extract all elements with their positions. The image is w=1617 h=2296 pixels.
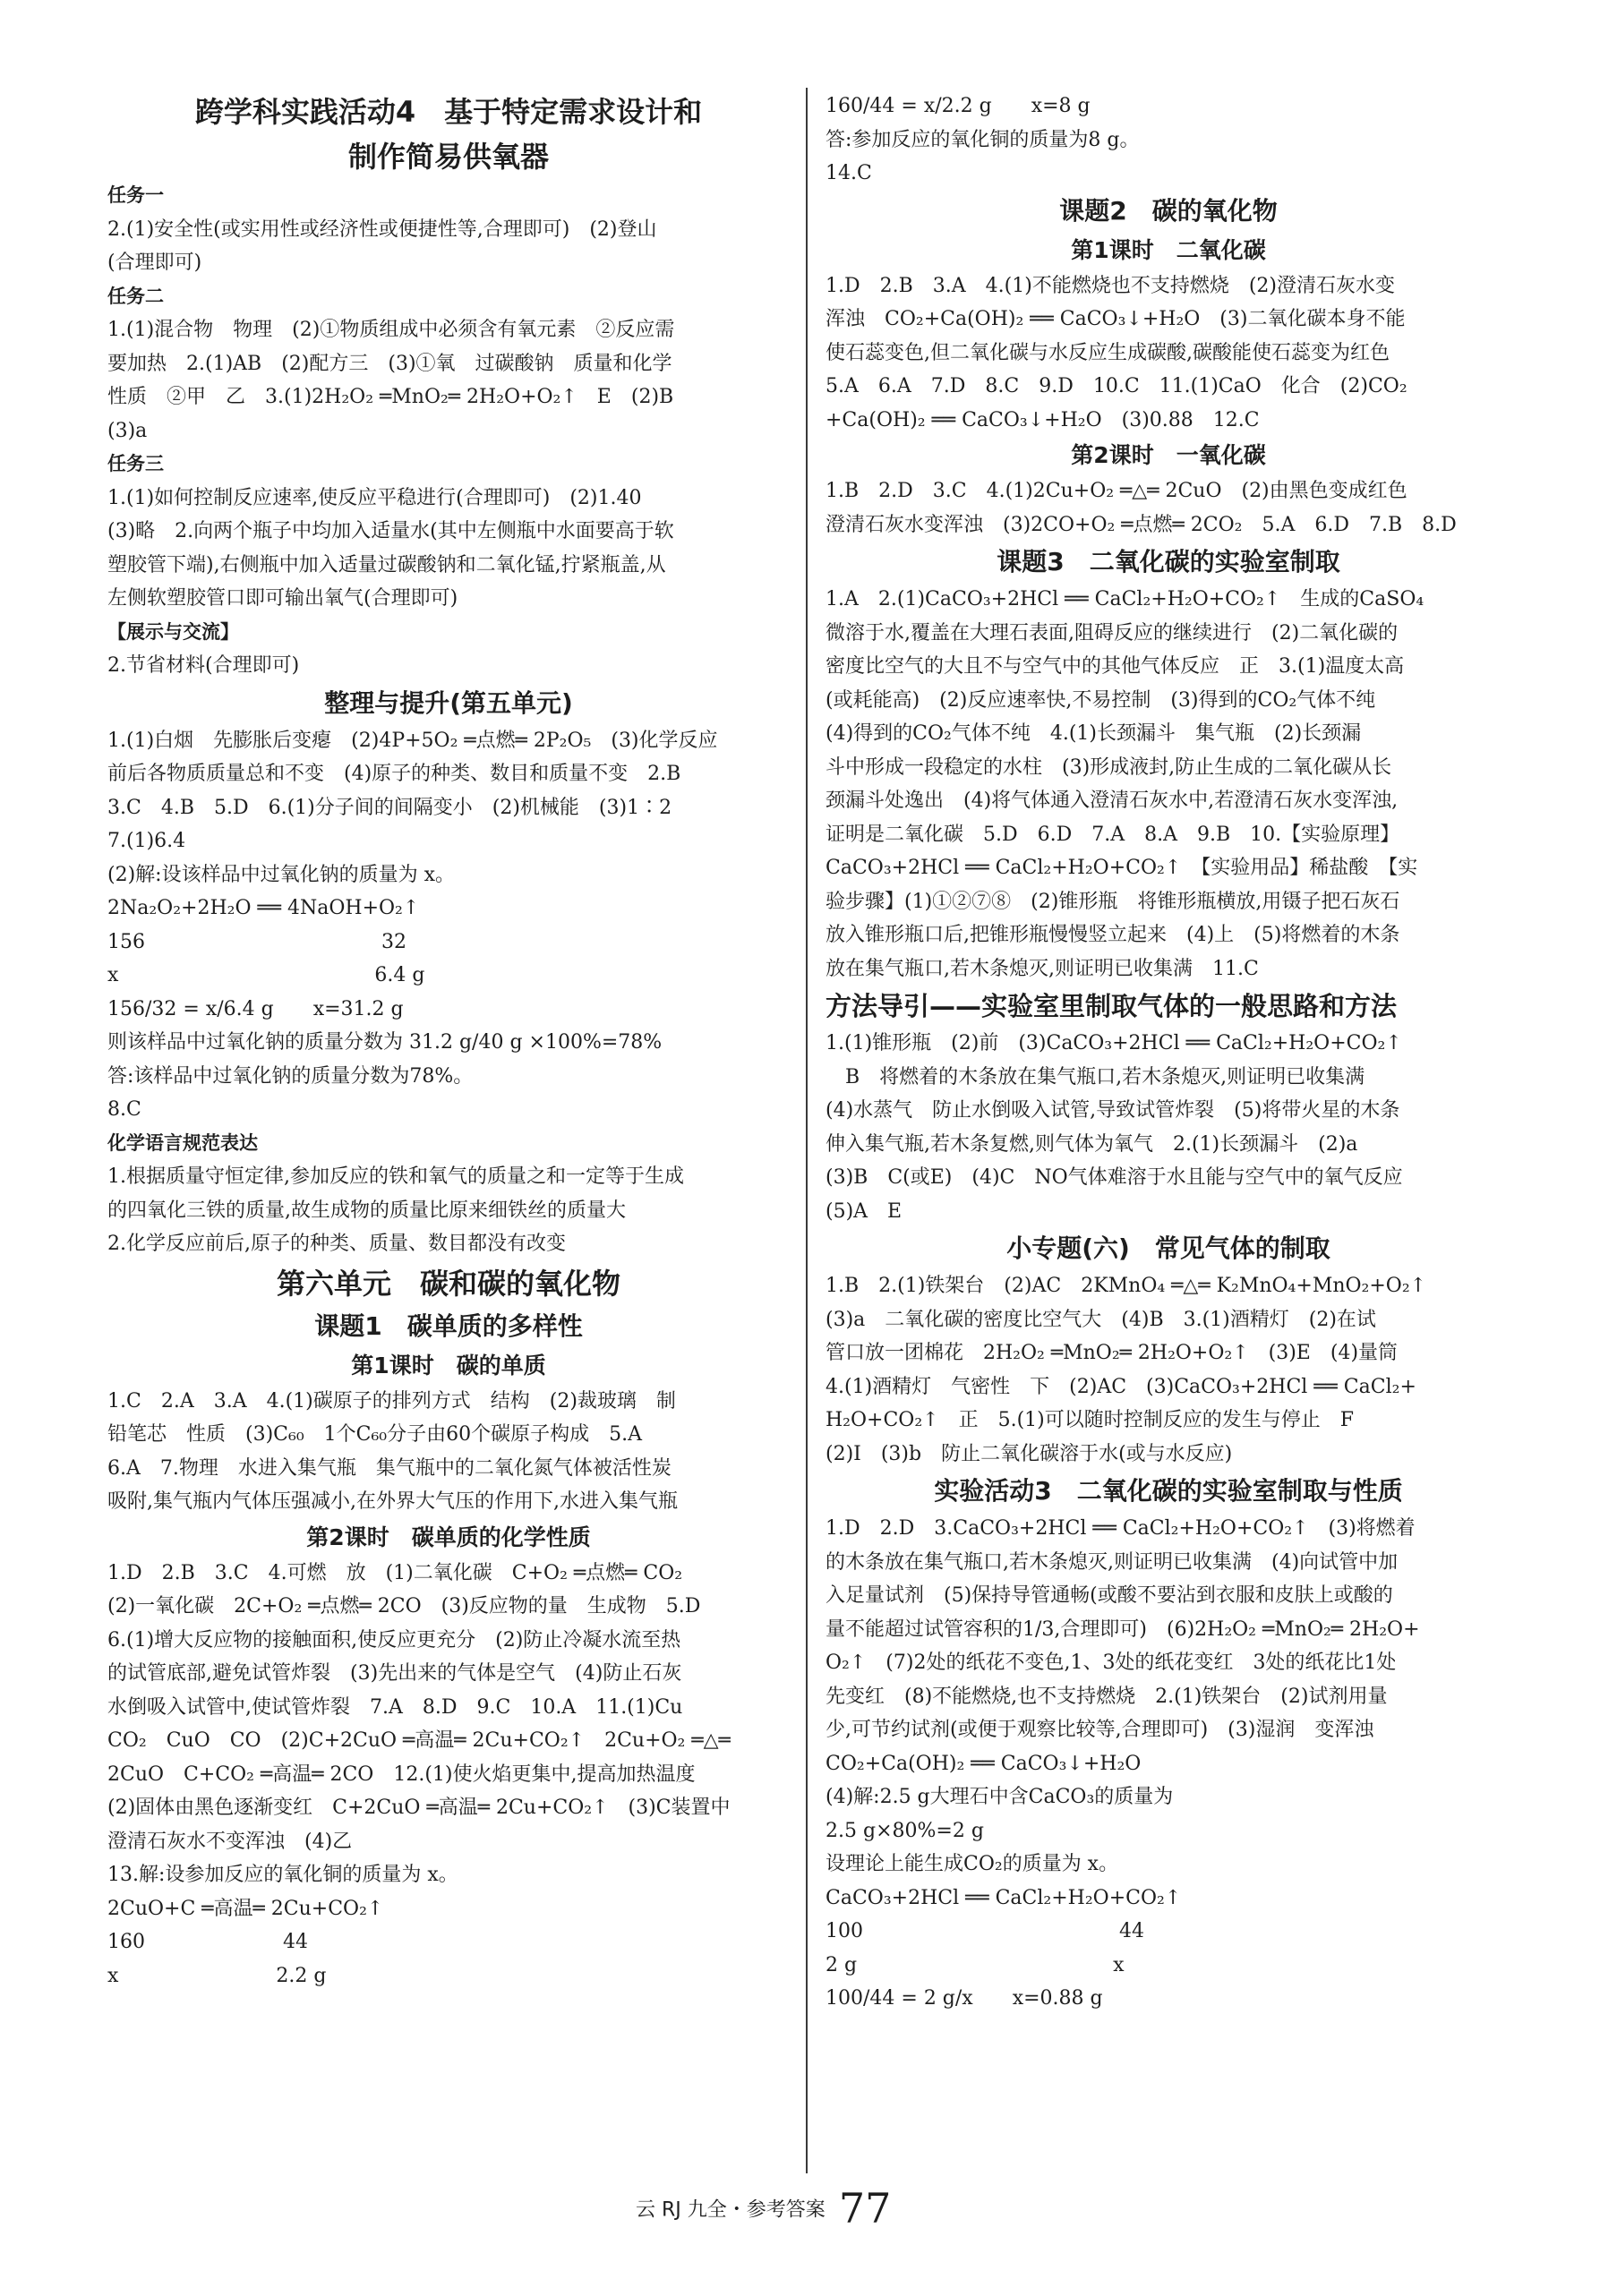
footer-label: 云 RJ 九全・参考答案 xyxy=(636,2198,826,2222)
answer-line: 6.(1)增大反应物的接触面积,使反应更充分 (2)防止冷凝水流至热 xyxy=(107,1628,681,1652)
answer-line: (4)水蒸气 防止水倒吸入试管,导致试管炸裂 (5)将带火星的木条 xyxy=(826,1099,1400,1122)
answer-line: 156 32 xyxy=(107,930,406,953)
answer-line: 答:参加反应的氧化铜的质量为8 g。 xyxy=(826,128,1140,151)
answer-line: 使石蕊变色,但二氧化碳与水反应生成碳酸,碳酸能使石蕊变为红色 xyxy=(826,341,1390,364)
answer-line: 2.(1)安全性(或实用性或经济性或便捷性等,合理即可) (2)登山 xyxy=(107,218,657,241)
answer-line: 证明是二氧化碳 5.D 6.D 7.A 8.A 9.B 10.【实验原理】 xyxy=(826,823,1400,846)
answer-line: 性质 ②甲 乙 3.(1)2H₂O₂ ═MnO₂═ 2H₂O+O₂↑ E (2)B xyxy=(107,386,674,408)
answer-line: 入足量试剂 (5)保持导管通畅(或酸不要沾到衣服和皮肤上或酸的 xyxy=(826,1584,1393,1607)
answer-line: 管口放一团棉花 2H₂O₂ ═MnO₂═ 2H₂O+O₂↑ (3)E (4)量筒 xyxy=(826,1342,1399,1364)
answer-line: 160 44 xyxy=(107,1931,308,1953)
answer-line: 100/44 = 2 g/x x=0.88 g xyxy=(826,1987,1103,2010)
answer-line: 前后各物质质量总和不变 (4)原子的种类、数目和质量不变 2.B xyxy=(107,763,681,785)
answer-line: 4.(1)酒精灯 气密性 下 (2)AC (3)CaCO₃+2HCl ══ CaCl₂+ xyxy=(826,1375,1416,1398)
answer-line: (3)a 二氧化碳的密度比空气大 (4)B 3.(1)酒精灯 (2)在试 xyxy=(826,1308,1376,1331)
answer-line: 斗中形成一段稳定的水柱 (3)形成液封,防止生成的二氧化碳从长 xyxy=(826,755,1392,779)
answer-line: 的四氧化三铁的质量,故生成物的质量比原来细铁丝的质量大 xyxy=(107,1199,626,1222)
answer-line: 微溶于水,覆盖在大理石表面,阻碍反应的继续进行 (2)二氧化碳的 xyxy=(826,621,1399,644)
sub-lesson-title: 第1课时 碳的单质 xyxy=(351,1352,546,1378)
page-number: 77 xyxy=(838,2184,892,2232)
answer-line: H₂O+CO₂↑ 正 5.(1)可以随时控制反应的发生与停止 F xyxy=(826,1409,1355,1431)
answer-line: B 将燃着的木条放在集气瓶口,若木条熄灭,则证明已收集满 xyxy=(826,1065,1365,1088)
task-heading: 任务三 xyxy=(107,453,164,474)
answer-line: 量不能超过试管容积的1/3,合理即可) (6)2H₂O₂ ═MnO₂═ 2H₂O+ xyxy=(826,1617,1420,1641)
answer-line: 8.C xyxy=(107,1098,141,1121)
answer-line: O₂↑ (7)2处的纸花不变色,1、3处的纸花变红 3处的纸花比1处 xyxy=(826,1652,1397,1674)
answer-line: 1.B 2.(1)铁架台 (2)AC 2KMnO₄ ═△═ K₂MnO₄+MnO₂+O₂↑ xyxy=(826,1275,1427,1297)
answer-line: 铅笔芯 性质 (3)C₆₀ 1个C₆₀分子由60个碳原子构成 5.A xyxy=(107,1423,642,1446)
answer-line: 2.节省材料(合理即可) xyxy=(107,654,300,677)
answer-line: 要加热 2.(1)AB (2)配方三 (3)①氧 过碳酸钠 质量和化学 xyxy=(107,352,672,375)
answer-line: CO₂ CuO CO (2)C+2CuO ═高温═ 2Cu+CO₂↑ 2Cu+O₂ ═△═ xyxy=(107,1729,731,1752)
answer-line: 1.(1)混合物 物理 (2)①物质组成中必须含有氧元素 ②反应需 xyxy=(107,319,675,341)
answer-line: 14.C xyxy=(826,162,872,184)
answer-line: (2)固体由黑色逐渐变红 C+2CuO ═高温═ 2Cu+CO₂↑ (3)C装置中 xyxy=(107,1797,731,1819)
column-divider xyxy=(806,88,808,2173)
answer-line: 100 44 xyxy=(826,1920,1144,1942)
answer-line: (4)解:2.5 g大理石中含CaCO₃的质量为 xyxy=(826,1786,1174,1808)
answer-line: 2Na₂O₂+2H₂O ══ 4NaOH+O₂↑ xyxy=(107,897,420,919)
answer-line: (2)一氧化碳 2C+O₂ ═点燃═ 2CO (3)反应物的量 生成物 5.D xyxy=(107,1595,701,1617)
answer-line: 澄清石灰水不变浑浊 (4)乙 xyxy=(107,1830,353,1853)
answer-line: 塑胶管下端),右侧瓶中加入适量过碳酸钠和二氧化锰,拧紧瓶盖,从 xyxy=(107,553,666,576)
answer-line: 156/32 = x/6.4 g x=31.2 g xyxy=(107,997,404,1020)
answer-line: 1.A 2.(1)CaCO₃+2HCl ══ CaCl₂+H₂O+CO₂↑ 生成的CaSO₄ xyxy=(826,588,1424,610)
answer-line: 6.A 7.物理 水进入集气瓶 集气瓶中的二氧化氮气体被活性炭 xyxy=(107,1456,672,1480)
answer-line: 7.(1)6.4 xyxy=(107,830,186,852)
answer-line: (5)A E xyxy=(826,1199,903,1223)
answer-line: 2 g x xyxy=(826,1953,1125,1976)
answer-line: 2CuO+C ═高温═ 2Cu+CO₂↑ xyxy=(107,1897,384,1920)
lesson-title: 课题1 碳单质的多样性 xyxy=(314,1310,583,1341)
answer-line: 澄清石灰水变浑浊 (3)2CO+O₂ ═点燃═ 2CO₂ 5.A 6.D 7.B 8.D xyxy=(826,513,1457,536)
answer-line: 答:该样品中过氧化钠的质量分数为78%。 xyxy=(107,1064,474,1088)
section-title: 第六单元 碳和碳的氧化物 xyxy=(276,1266,620,1301)
right-column xyxy=(826,90,1511,2184)
lesson-title: 小专题(六) 常见气体的制取 xyxy=(1006,1233,1330,1263)
answer-line: 1.D 2.D 3.CaCO₃+2HCl ══ CaCl₂+H₂O+CO₂↑ (3)将燃着 xyxy=(826,1517,1416,1540)
answer-line: 的木条放在集气瓶口,若木条熄灭,则证明已收集满 (4)向试管中加 xyxy=(826,1550,1399,1574)
answer-line: (2)I (3)b 防止二氧化碳溶于水(或与水反应) xyxy=(826,1442,1233,1465)
answer-line: 先变红 (8)不能燃烧,也不支持燃烧 2.(1)铁架台 (2)试剂用量 xyxy=(826,1685,1388,1708)
answer-line: 浑浊 CO₂+Ca(OH)₂ ══ CaCO₃↓+H₂O (3)二氧化碳本身不能 xyxy=(826,308,1406,330)
task-heading: 任务二 xyxy=(107,285,164,307)
answer-line: 1.(1)如何控制反应速率,使反应平稳进行(合理即可) (2)1.40 xyxy=(107,486,642,509)
answer-line: 2.化学反应前后,原子的种类、质量、数目都没有改变 xyxy=(107,1233,566,1255)
answer-line: 颈漏斗处逸出 (4)将气体通入澄清石灰水中,若澄清石灰水变浑浊, xyxy=(826,790,1399,812)
answer-line: 13.解:设参加反应的氧化铜的质量为 x。 xyxy=(107,1864,458,1886)
answer-line: (4)得到的CO₂气体不纯 4.(1)长颈漏斗 集气瓶 (2)长颈漏 xyxy=(826,722,1362,745)
answer-line: 吸附,集气瓶内气体压强减小,在外界大气压的作用下,水进入集气瓶 xyxy=(107,1490,678,1513)
answer-line: (3)略 2.向两个瓶子中均加入适量水(其中左侧瓶中水面要高于软 xyxy=(107,520,674,542)
answer-line: 密度比空气的大且不与空气中的其他气体反应 正 3.(1)温度太高 xyxy=(826,655,1405,678)
answer-line: (合理即可) xyxy=(107,252,202,274)
answer-line: 1.B 2.D 3.C 4.(1)2Cu+O₂ ═△═ 2CuO (2)由黑色变成红色 xyxy=(826,480,1407,502)
answer-line: 5.A 6.A 7.D 8.C 9.D 10.C 11.(1)CaO 化合 (2)CO₂ xyxy=(826,375,1407,397)
sub-lesson-title: 第2课时 一氧化碳 xyxy=(1071,442,1266,468)
answer-line: 1.根据质量守恒定律,参加反应的铁和氧气的质量之和一定等于生成 xyxy=(107,1165,684,1188)
task-heading: 任务一 xyxy=(107,184,164,206)
answer-line: CaCO₃+2HCl ══ CaCl₂+H₂O+CO₂↑ xyxy=(826,1886,1182,1909)
section-title: 制作简易供氧器 xyxy=(347,140,549,174)
section-title: 跨学科实践活动4 基于特定需求设计和 xyxy=(194,95,703,129)
lesson-title: 整理与提升(第五单元) xyxy=(324,687,573,718)
answer-line: 水倒吸入试管中,使试管炸裂 7.A 8.D 9.C 10.A 11.(1)Cu xyxy=(107,1695,683,1719)
answer-line: 放入锥形瓶口后,把锥形瓶慢慢竖立起来 (4)上 (5)将燃着的木条 xyxy=(826,924,1400,946)
lesson-title: 课题3 二氧化碳的实验室制取 xyxy=(997,547,1340,576)
task-heading: 【展示与交流】 xyxy=(107,620,239,643)
answer-line: 左侧软塑胶管口即可输出氧气(合理即可) xyxy=(107,587,458,610)
answer-line: 1.D 2.B 3.C 4.可燃 放 (1)二氧化碳 C+O₂ ═点燃═ CO₂ xyxy=(107,1561,683,1584)
sub-lesson-title: 第2课时 碳单质的化学性质 xyxy=(306,1524,591,1550)
answer-line: 验步骤】(1)①②⑦⑧ (2)锥形瓶 将锥形瓶横放,用镊子把石灰石 xyxy=(826,890,1400,913)
answer-line: x 2.2 g xyxy=(107,1964,327,1987)
answer-line: 设理论上能生成CO₂的质量为 x。 xyxy=(826,1853,1119,1875)
lesson-title: 实验活动3 二氧化碳的实验室制取与性质 xyxy=(934,1476,1403,1506)
answer-line: CO₂+Ca(OH)₂ ══ CaCO₃↓+H₂O xyxy=(826,1752,1142,1775)
answer-line: 放在集气瓶口,若木条熄灭,则证明已收集满 11.C xyxy=(826,957,1259,980)
answer-line: 少,可节约试剂(或便于观察比较等,合理即可) (3)湿润 变浑浊 xyxy=(826,1719,1374,1741)
answer-line: CaCO₃+2HCl ══ CaCl₂+H₂O+CO₂↑ 【实验用品】稀盐酸 【实 xyxy=(826,857,1418,879)
answer-line: 3.C 4.B 5.D 6.(1)分子间的间隔变小 (2)机械能 (3)1∶2 xyxy=(107,796,672,819)
answer-line: (2)解:设该样品中过氧化钠的质量为 x。 xyxy=(107,863,455,886)
answer-line: 1.D 2.B 3.A 4.(1)不能燃烧也不支持燃烧 (2)澄清石灰水变 xyxy=(826,274,1395,297)
answer-line: 160/44 = x/2.2 g x=8 g xyxy=(826,95,1091,117)
answer-line: 伸入集气瓶,若木条复燃,则气体为氧气 2.(1)长颈漏斗 (2)a xyxy=(826,1132,1358,1156)
task-heading: 化学语言规范表达 xyxy=(107,1131,258,1154)
lesson-title: 方法导引——实验室里制取气体的一般思路和方法 xyxy=(826,991,1398,1021)
page-footer xyxy=(636,2184,891,2232)
answer-line: 则该样品中过氧化钠的质量分数为 31.2 g/40 g ×100%=78% xyxy=(107,1031,663,1054)
answer-line: 的试管底部,避免试管炸裂 (3)先出来的气体是空气 (4)防止石灰 xyxy=(107,1662,682,1685)
answer-line: 1.(1)白烟 先膨胀后变瘪 (2)4P+5O₂ ═点燃═ 2P₂O₅ (3)化学反应 xyxy=(107,729,718,752)
answer-line: (或耗能高) (2)反应速率快,不易控制 (3)得到的CO₂气体不纯 xyxy=(826,688,1376,712)
answer-line: +Ca(OH)₂ ══ CaCO₃↓+H₂O (3)0.88 12.C xyxy=(826,408,1260,431)
sub-lesson-title: 第1课时 二氧化碳 xyxy=(1071,236,1266,263)
lesson-title: 课题2 碳的氧化物 xyxy=(1059,195,1278,226)
answer-line: 2CuO C+CO₂ ═高温═ 2CO 12.(1)使火焰更集中,提高加热温度 xyxy=(107,1763,696,1786)
answer-line: 1.C 2.A 3.A 4.(1)碳原子的排列方式 结构 (2)裁玻璃 制 xyxy=(107,1389,676,1413)
answer-line: (3)a xyxy=(107,419,148,442)
answer-line: (3)B C(或E) (4)C NO气体难溶于水且能与空气中的氧气反应 xyxy=(826,1166,1403,1189)
left-column xyxy=(107,90,790,2184)
answer-line: x 6.4 g xyxy=(107,964,425,986)
answer-line: 2.5 g×80%=2 g xyxy=(826,1819,984,1842)
answer-line: 1.(1)锥形瓶 (2)前 (3)CaCO₃+2HCl ══ CaCl₂+H₂O+CO₂↑ xyxy=(826,1032,1402,1054)
